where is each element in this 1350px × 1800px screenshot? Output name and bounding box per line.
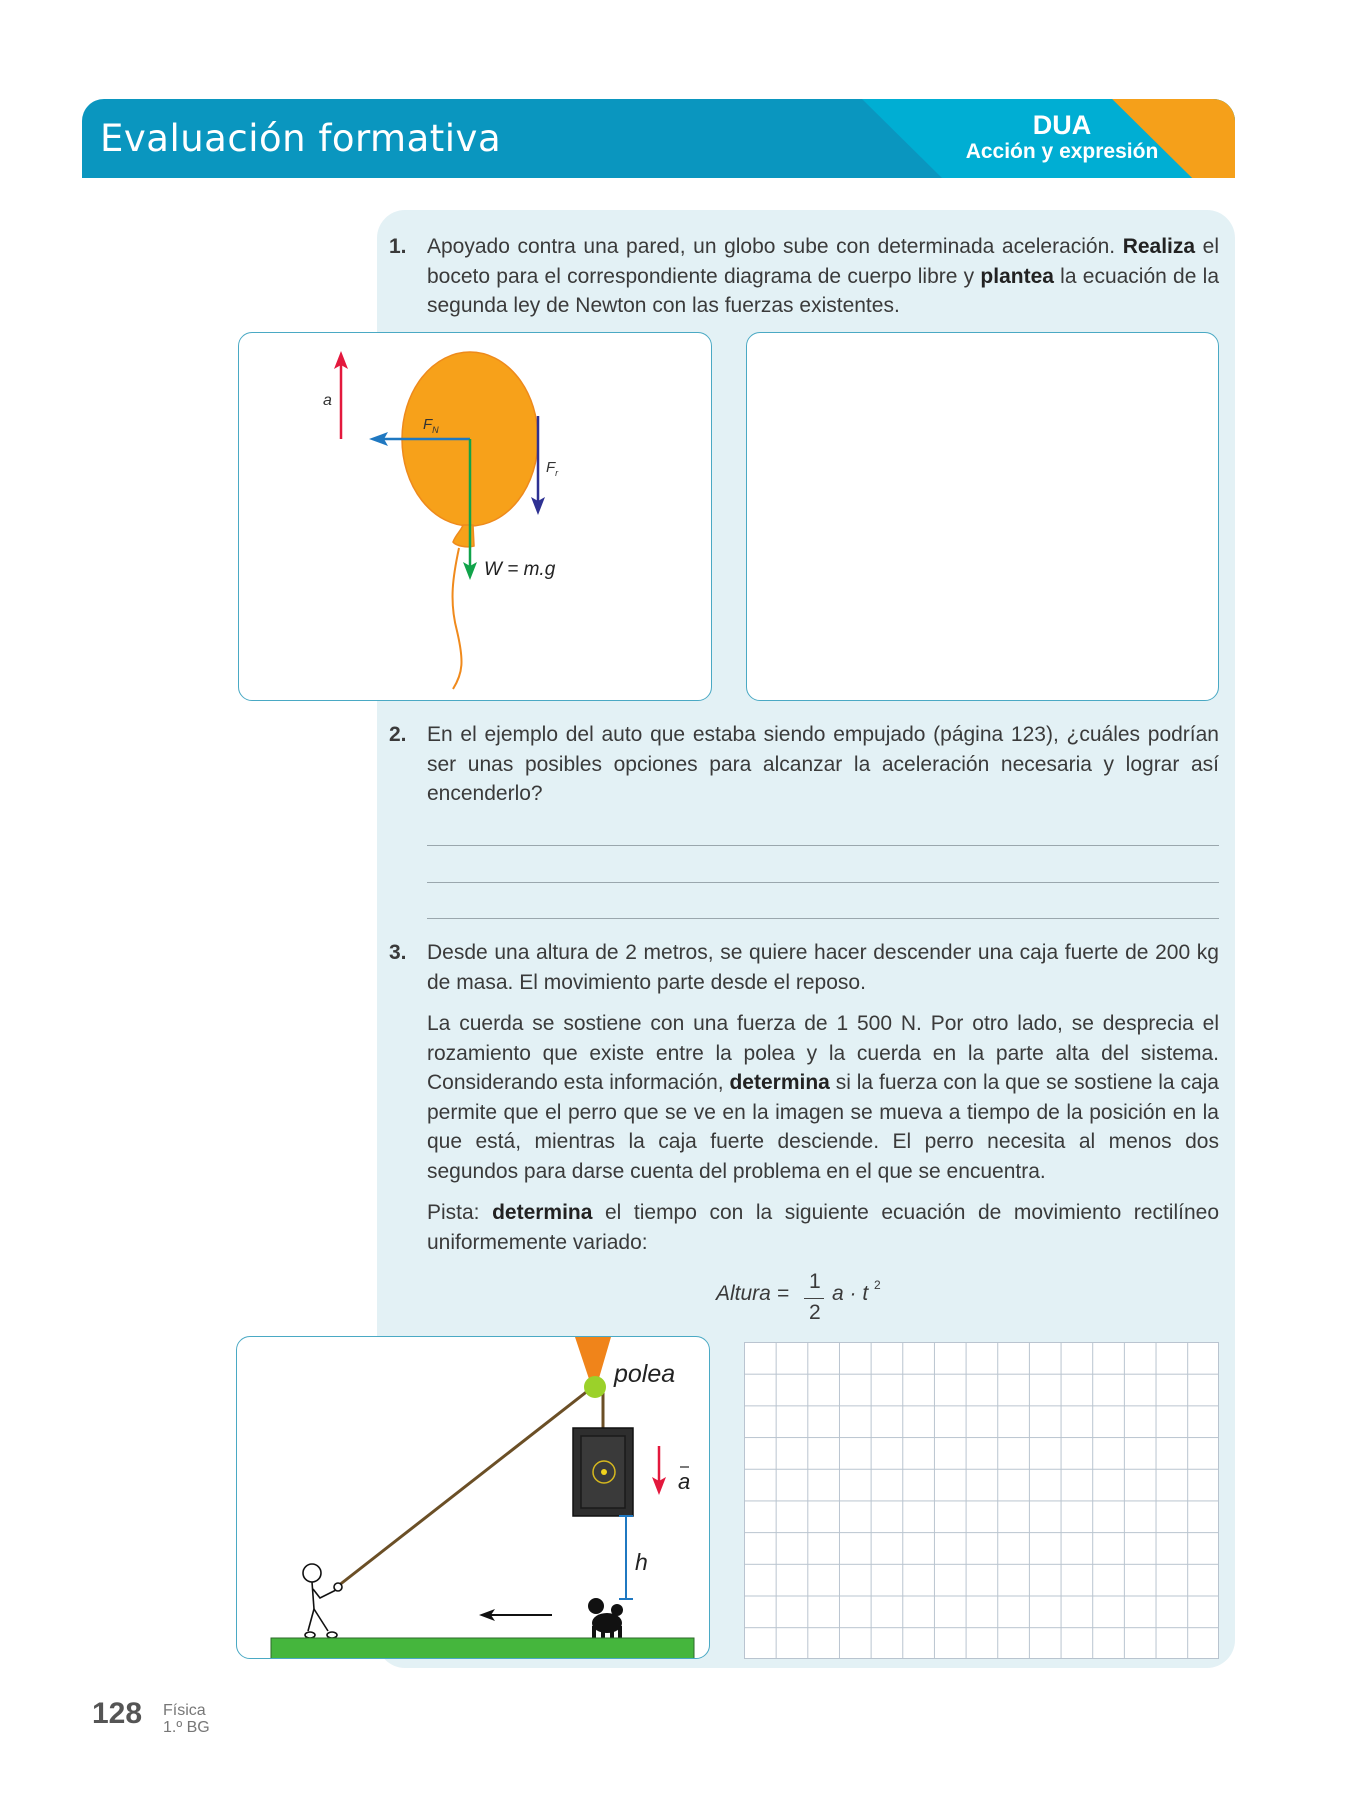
page-number: 128 — [92, 1697, 143, 1730]
weight-label: W = m.g — [484, 559, 556, 580]
pulley-wheel — [584, 1376, 606, 1398]
bold-verb: plantea — [980, 264, 1054, 288]
accel-label: a — [323, 392, 332, 409]
acceleration-arrow — [334, 351, 348, 439]
formula-lhs: Altura = — [716, 1282, 789, 1305]
safe-box — [573, 1428, 633, 1516]
dua-subtitle: Acción y expresión — [965, 140, 1159, 163]
question-1 — [389, 232, 1219, 321]
direction-arrow — [479, 1609, 552, 1621]
question-number: 2. — [389, 723, 407, 746]
fraction-denominator: 2 — [809, 1301, 821, 1324]
text-segment: Apoyado contra una pared, un globo sube con determinada aceleración. — [427, 235, 1123, 258]
rope — [338, 1386, 594, 1586]
section-header — [82, 99, 1235, 178]
formula-exponent: 2 — [874, 1278, 881, 1292]
pulley-diagram — [236, 1336, 710, 1659]
answer-line[interactable] — [427, 918, 1219, 919]
acceleration-arrow — [652, 1446, 666, 1495]
question-text — [427, 232, 1219, 321]
answer-line[interactable] — [427, 845, 1219, 846]
fraction-numerator: 1 — [809, 1270, 821, 1293]
answer-line[interactable] — [427, 882, 1219, 883]
question-3 — [389, 938, 1219, 1269]
question-number: 3. — [389, 941, 407, 964]
section-title: Evaluación formativa — [100, 117, 502, 160]
height-marker — [619, 1516, 633, 1599]
pulley-label: polea — [614, 1360, 676, 1388]
dua-title: DUA — [1032, 110, 1092, 140]
text-segment: la ecuación de la segunda ley de Newton con las fuerzas existentes. — [427, 264, 1219, 317]
ground — [271, 1638, 694, 1659]
subject-label: Física — [163, 1702, 206, 1719]
height-label: h — [635, 1549, 648, 1575]
dua-badge — [962, 111, 1162, 165]
text-segment: el boceto para el correspondiente diagrama de cuerpo libre y — [427, 235, 1219, 288]
question-2 — [389, 720, 1219, 809]
fraction-bar — [804, 1298, 824, 1299]
balloon-string — [453, 548, 462, 689]
page-footer-subject — [163, 1702, 210, 1736]
normal-force-label: $F_N$ — [423, 416, 439, 435]
hint-text: Pista: determina el tiempo con la siguiente ecuación de movimiento rectilíneo uniformemente variado: — [427, 1201, 1220, 1254]
question-text: La cuerda se sostiene con una fuerza de 1 500 N. Por otro lado, se desprecia el rozamiento que existe entre la polea y la cuerda en la parte alta del sistema. Considerando esta información, determina si la fuerza con la que se sostiene la caja permite que el perro que se ve en la imagen se mueva a tiempo de la posición en la que está, mientras la caja fuerte desciende. El perro necesita al menos dos segundos para darse cuenta del problema en el que se encuentra. — [427, 1012, 1219, 1183]
sketch-answer-box[interactable] — [746, 332, 1219, 701]
question-text: En el ejemplo del auto que estaba siendo empujado (página 123), ¿cuáles podrían ser unas posibles opciones para alcanzar la aceleración necesaria y lograr así encenderlo? — [427, 723, 1219, 805]
grade-label: 1.º BG — [163, 1719, 210, 1736]
grid-answer-area[interactable] — [744, 1342, 1219, 1659]
dog-icon — [588, 1598, 623, 1638]
accel-label: a — [678, 1469, 691, 1494]
formula-rhs: a · t — [832, 1282, 869, 1305]
question-number: 1. — [389, 235, 407, 258]
friction-force-label: $F_r$ — [546, 459, 559, 478]
question-text: Desde una altura de 2 metros, se quiere hacer descender una caja fuerte de 200 kg de masa. El movimiento parte desde el reposo. — [427, 941, 1219, 994]
balloon-diagram — [238, 332, 712, 701]
person-icon — [303, 1564, 342, 1638]
bold-verb: Realiza — [1122, 235, 1196, 258]
